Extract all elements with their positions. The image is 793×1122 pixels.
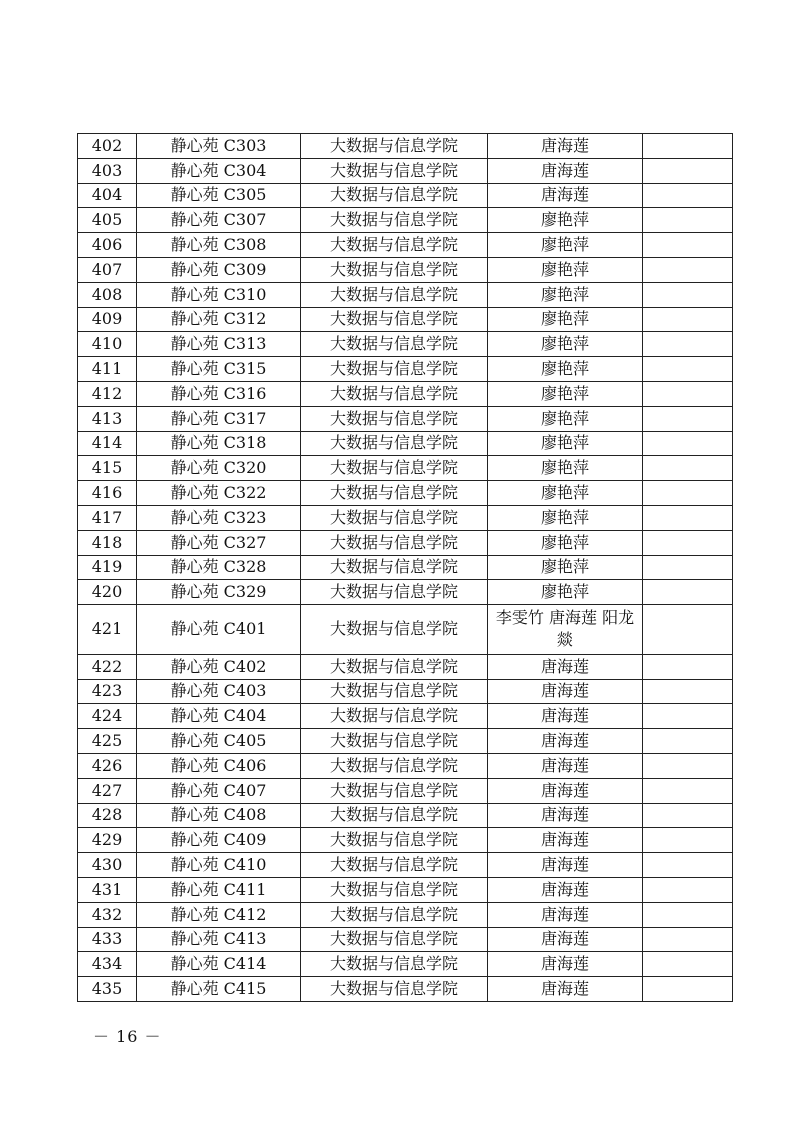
table-row — [78, 158, 733, 183]
teacher-cell: 廖艳萍 — [488, 381, 643, 406]
note-cell — [643, 605, 733, 655]
college-cell: 大数据与信息学院 — [301, 580, 488, 605]
room-cell: 静心苑 C327 — [137, 530, 301, 555]
college-cell: 大数据与信息学院 — [301, 481, 488, 506]
table-body — [78, 134, 733, 1002]
row-number-cell: 406 — [78, 233, 137, 258]
row-number-cell: 420 — [78, 580, 137, 605]
college-cell: 大数据与信息学院 — [301, 332, 488, 357]
teacher-cell: 唐海莲 — [488, 778, 643, 803]
college-cell: 大数据与信息学院 — [301, 357, 488, 382]
college-cell: 大数据与信息学院 — [301, 704, 488, 729]
row-number-cell: 430 — [78, 853, 137, 878]
teacher-cell: 唐海莲 — [488, 803, 643, 828]
row-number-cell: 426 — [78, 753, 137, 778]
row-number-cell: 432 — [78, 902, 137, 927]
teacher-cell: 廖艳萍 — [488, 481, 643, 506]
teacher-cell: 唐海莲 — [488, 654, 643, 679]
row-number-cell: 434 — [78, 952, 137, 977]
college-cell: 大数据与信息学院 — [301, 679, 488, 704]
room-cell: 静心苑 C303 — [137, 134, 301, 159]
room-cell: 静心苑 C323 — [137, 505, 301, 530]
note-cell — [643, 481, 733, 506]
room-cell: 静心苑 C405 — [137, 729, 301, 754]
note-cell — [643, 233, 733, 258]
room-cell: 静心苑 C403 — [137, 679, 301, 704]
table-row — [78, 406, 733, 431]
college-cell: 大数据与信息学院 — [301, 257, 488, 282]
note-cell — [643, 654, 733, 679]
row-number-cell: 409 — [78, 307, 137, 332]
room-cell: 静心苑 C408 — [137, 803, 301, 828]
note-cell — [643, 580, 733, 605]
note-cell — [643, 877, 733, 902]
row-number-cell: 403 — [78, 158, 137, 183]
row-number-cell: 410 — [78, 332, 137, 357]
note-cell — [643, 828, 733, 853]
table-row — [78, 803, 733, 828]
teacher-cell: 唐海莲 — [488, 158, 643, 183]
teacher-cell: 廖艳萍 — [488, 257, 643, 282]
college-cell: 大数据与信息学院 — [301, 208, 488, 233]
row-number-cell: 407 — [78, 257, 137, 282]
room-cell: 静心苑 C415 — [137, 977, 301, 1002]
table-row — [78, 332, 733, 357]
row-number-cell: 425 — [78, 729, 137, 754]
college-cell: 大数据与信息学院 — [301, 803, 488, 828]
room-cell: 静心苑 C329 — [137, 580, 301, 605]
row-number-cell: 414 — [78, 431, 137, 456]
college-cell: 大数据与信息学院 — [301, 828, 488, 853]
note-cell — [643, 282, 733, 307]
room-cell: 静心苑 C328 — [137, 555, 301, 580]
college-cell: 大数据与信息学院 — [301, 853, 488, 878]
note-cell — [643, 134, 733, 159]
table-row — [78, 208, 733, 233]
college-cell: 大数据与信息学院 — [301, 456, 488, 481]
teacher-cell: 廖艳萍 — [488, 456, 643, 481]
teacher-cell: 唐海莲 — [488, 828, 643, 853]
room-cell: 静心苑 C412 — [137, 902, 301, 927]
row-number-cell: 428 — [78, 803, 137, 828]
table-row — [78, 605, 733, 655]
college-cell: 大数据与信息学院 — [301, 530, 488, 555]
dormitory-table — [77, 133, 733, 1002]
teacher-cell: 唐海莲 — [488, 877, 643, 902]
row-number-cell: 416 — [78, 481, 137, 506]
room-cell: 静心苑 C310 — [137, 282, 301, 307]
row-number-cell: 408 — [78, 282, 137, 307]
note-cell — [643, 357, 733, 382]
table-row — [78, 481, 733, 506]
teacher-cell: 唐海莲 — [488, 927, 643, 952]
teacher-cell: 唐海莲 — [488, 952, 643, 977]
room-cell: 静心苑 C318 — [137, 431, 301, 456]
note-cell — [643, 332, 733, 357]
room-cell: 静心苑 C317 — [137, 406, 301, 431]
row-number-cell: 405 — [78, 208, 137, 233]
college-cell: 大数据与信息学院 — [301, 555, 488, 580]
room-cell: 静心苑 C316 — [137, 381, 301, 406]
note-cell — [643, 927, 733, 952]
room-cell: 静心苑 C407 — [137, 778, 301, 803]
note-cell — [643, 977, 733, 1002]
college-cell: 大数据与信息学院 — [301, 877, 488, 902]
table-row — [78, 134, 733, 159]
teacher-cell: 廖艳萍 — [488, 505, 643, 530]
row-number-cell: 433 — [78, 927, 137, 952]
row-number-cell: 421 — [78, 605, 137, 655]
teacher-cell: 廖艳萍 — [488, 208, 643, 233]
teacher-cell: 廖艳萍 — [488, 406, 643, 431]
row-number-cell: 435 — [78, 977, 137, 1002]
room-cell: 静心苑 C413 — [137, 927, 301, 952]
row-number-cell: 418 — [78, 530, 137, 555]
note-cell — [643, 406, 733, 431]
table-row — [78, 853, 733, 878]
room-cell: 静心苑 C402 — [137, 654, 301, 679]
note-cell — [643, 208, 733, 233]
note-cell — [643, 853, 733, 878]
table-row — [78, 952, 733, 977]
note-cell — [643, 778, 733, 803]
room-cell: 静心苑 C309 — [137, 257, 301, 282]
row-number-cell: 429 — [78, 828, 137, 853]
row-number-cell: 411 — [78, 357, 137, 382]
teacher-cell: 唐海莲 — [488, 853, 643, 878]
room-cell: 静心苑 C404 — [137, 704, 301, 729]
college-cell: 大数据与信息学院 — [301, 406, 488, 431]
college-cell: 大数据与信息学院 — [301, 977, 488, 1002]
note-cell — [643, 257, 733, 282]
room-cell: 静心苑 C304 — [137, 158, 301, 183]
room-cell: 静心苑 C312 — [137, 307, 301, 332]
table-row — [78, 456, 733, 481]
row-number-cell: 422 — [78, 654, 137, 679]
note-cell — [643, 555, 733, 580]
room-cell: 静心苑 C411 — [137, 877, 301, 902]
college-cell: 大数据与信息学院 — [301, 282, 488, 307]
college-cell: 大数据与信息学院 — [301, 183, 488, 208]
college-cell: 大数据与信息学院 — [301, 654, 488, 679]
teacher-cell: 廖艳萍 — [488, 555, 643, 580]
note-cell — [643, 952, 733, 977]
table-row — [78, 307, 733, 332]
table-row — [78, 679, 733, 704]
college-cell: 大数据与信息学院 — [301, 431, 488, 456]
room-cell: 静心苑 C313 — [137, 332, 301, 357]
room-cell: 静心苑 C414 — [137, 952, 301, 977]
teacher-cell: 廖艳萍 — [488, 332, 643, 357]
row-number-cell: 413 — [78, 406, 137, 431]
teacher-cell: 唐海莲 — [488, 977, 643, 1002]
row-number-cell: 419 — [78, 555, 137, 580]
teacher-cell: 廖艳萍 — [488, 431, 643, 456]
table-row — [78, 257, 733, 282]
table-row — [78, 505, 733, 530]
note-cell — [643, 505, 733, 530]
note-cell — [643, 704, 733, 729]
table-row — [78, 828, 733, 853]
teacher-cell: 廖艳萍 — [488, 357, 643, 382]
college-cell: 大数据与信息学院 — [301, 902, 488, 927]
college-cell: 大数据与信息学院 — [301, 381, 488, 406]
college-cell: 大数据与信息学院 — [301, 134, 488, 159]
table-row — [78, 753, 733, 778]
room-cell: 静心苑 C307 — [137, 208, 301, 233]
table-row — [78, 282, 733, 307]
teacher-cell: 唐海莲 — [488, 753, 643, 778]
room-cell: 静心苑 C320 — [137, 456, 301, 481]
room-cell: 静心苑 C401 — [137, 605, 301, 655]
row-number-cell: 427 — [78, 778, 137, 803]
row-number-cell: 402 — [78, 134, 137, 159]
teacher-cell: 廖艳萍 — [488, 233, 643, 258]
teacher-cell: 唐海莲 — [488, 704, 643, 729]
college-cell: 大数据与信息学院 — [301, 753, 488, 778]
teacher-cell: 唐海莲 — [488, 902, 643, 927]
note-cell — [643, 381, 733, 406]
table-row — [78, 654, 733, 679]
table-row — [78, 233, 733, 258]
teacher-cell: 唐海莲 — [488, 729, 643, 754]
teacher-cell: 廖艳萍 — [488, 530, 643, 555]
note-cell — [643, 530, 733, 555]
college-cell: 大数据与信息学院 — [301, 778, 488, 803]
note-cell — [643, 456, 733, 481]
table-row — [78, 927, 733, 952]
row-number-cell: 412 — [78, 381, 137, 406]
college-cell: 大数据与信息学院 — [301, 729, 488, 754]
table-row — [78, 729, 733, 754]
table-row — [78, 877, 733, 902]
room-cell: 静心苑 C308 — [137, 233, 301, 258]
note-cell — [643, 803, 733, 828]
table-row — [78, 902, 733, 927]
table-row — [78, 357, 733, 382]
college-cell: 大数据与信息学院 — [301, 952, 488, 977]
row-number-cell: 423 — [78, 679, 137, 704]
teacher-cell: 廖艳萍 — [488, 282, 643, 307]
college-cell: 大数据与信息学院 — [301, 233, 488, 258]
page-number: － 16 － — [93, 1027, 162, 1046]
room-cell: 静心苑 C409 — [137, 828, 301, 853]
room-cell: 静心苑 C315 — [137, 357, 301, 382]
college-cell: 大数据与信息学院 — [301, 927, 488, 952]
table-row — [78, 977, 733, 1002]
room-cell: 静心苑 C410 — [137, 853, 301, 878]
note-cell — [643, 753, 733, 778]
teacher-cell: 廖艳萍 — [488, 307, 643, 332]
table-row — [78, 778, 733, 803]
table-row — [78, 704, 733, 729]
note-cell — [643, 158, 733, 183]
teacher-cell: 唐海莲 — [488, 183, 643, 208]
note-cell — [643, 307, 733, 332]
room-cell: 静心苑 C406 — [137, 753, 301, 778]
table-row — [78, 580, 733, 605]
table-row — [78, 431, 733, 456]
room-cell: 静心苑 C322 — [137, 481, 301, 506]
note-cell — [643, 183, 733, 208]
college-cell: 大数据与信息学院 — [301, 605, 488, 655]
row-number-cell: 424 — [78, 704, 137, 729]
room-cell: 静心苑 C305 — [137, 183, 301, 208]
teacher-cell: 廖艳萍 — [488, 580, 643, 605]
table-row — [78, 381, 733, 406]
college-cell: 大数据与信息学院 — [301, 158, 488, 183]
teacher-cell: 唐海莲 — [488, 679, 643, 704]
table-row — [78, 530, 733, 555]
row-number-cell: 417 — [78, 505, 137, 530]
row-number-cell: 415 — [78, 456, 137, 481]
teacher-cell: 唐海莲 — [488, 134, 643, 159]
row-number-cell: 431 — [78, 877, 137, 902]
table-row — [78, 183, 733, 208]
note-cell — [643, 729, 733, 754]
note-cell — [643, 431, 733, 456]
table-row — [78, 555, 733, 580]
row-number-cell: 404 — [78, 183, 137, 208]
note-cell — [643, 902, 733, 927]
college-cell: 大数据与信息学院 — [301, 307, 488, 332]
teacher-cell: 李雯竹 唐海莲 阳龙燚 — [488, 605, 643, 655]
note-cell — [643, 679, 733, 704]
college-cell: 大数据与信息学院 — [301, 505, 488, 530]
